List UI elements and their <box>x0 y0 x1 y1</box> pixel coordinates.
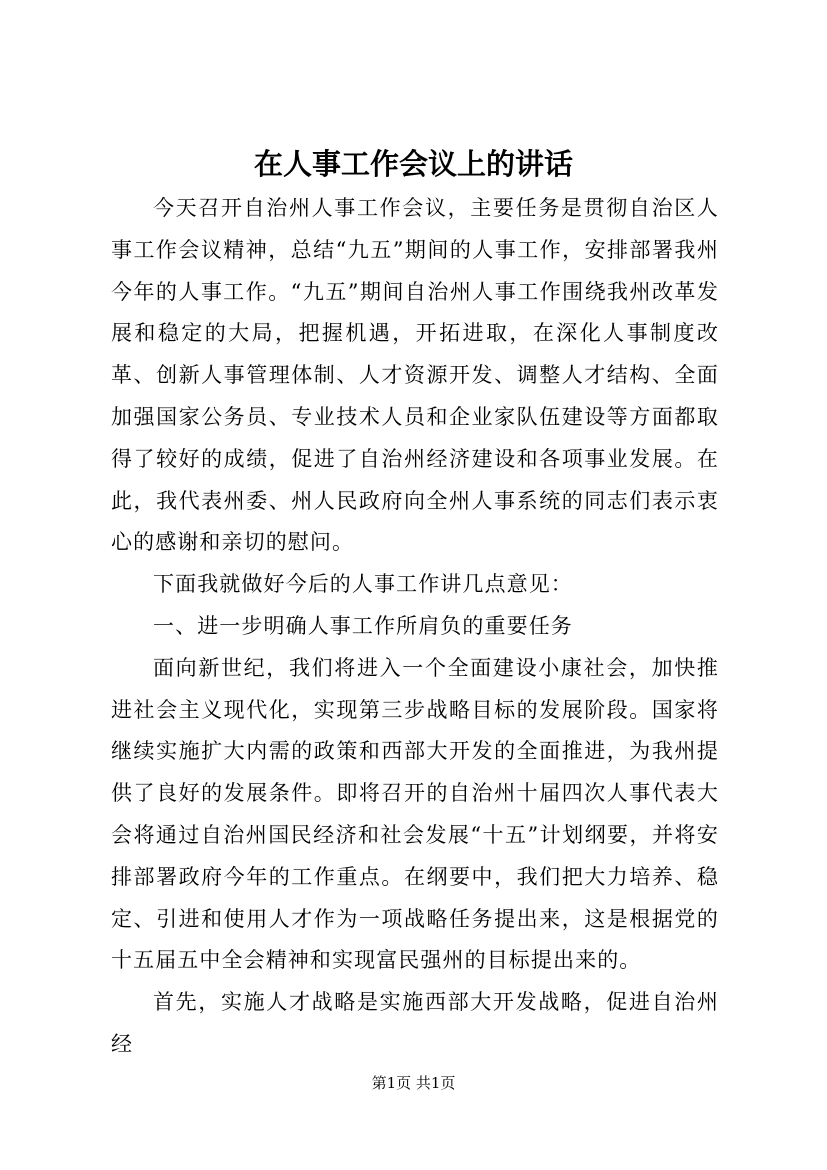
document-title: 在人事工作会议上的讲话 <box>253 147 573 181</box>
section-heading-1: 一、进一步明确人事工作所肩负的重要任务 <box>153 613 573 638</box>
paragraph-firstly: 首先，实施人才战略是实施西部大开发战略，促进自治州经 <box>111 990 719 1056</box>
paragraph-section-1: 面向新世纪，我们将进入一个全面建设小康社会，加快推进社会主义现代化，实现第三步战略目标的发展阶段。国家将继续实施扩大内需的政策和西部大开发的全面推进，为我州提供了良好的发展条件。即将召开的自治州十届四次人事代表大会将通过自治州国民经济和社会发展“十五”计划纲要，并将安排部署政府今年的工作重点。在纲要中，我们把大力培养、稳定、引进和使用人才作为一项战略任务提出来，这是根据党的十五届五中全会精神和实现富民强州的目标提出来的。 <box>111 655 719 973</box>
page-number-footer: 第1页 共1页 <box>371 1074 456 1092</box>
document-body <box>111 188 719 1066</box>
paragraph-opening: 今天召开自治州人事工作会议，主要任务是贯彻自治区人事工作会议精神，总结“九五”期间的人事工作，安排部署我州今年的人事工作。“九五”期间自治州人事工作围绕我州改革发展和稳定的大局，把握机遇，开拓进取，在深化人事制度改革、创新人事管理体制、人才资源开发、调整人才结构、全面加强国家公务员、专业技术人员和企业家队伍建设等方面都取得了较好的成绩，促进了自治州经济建设和各项事业发展。在此，我代表州委、州人民政府向全州人事系统的同志们表示衷心的感谢和亲切的慰问。 <box>111 196 719 555</box>
paragraph-intro: 下面我就做好今后的人事工作讲几点意见： <box>153 572 573 597</box>
